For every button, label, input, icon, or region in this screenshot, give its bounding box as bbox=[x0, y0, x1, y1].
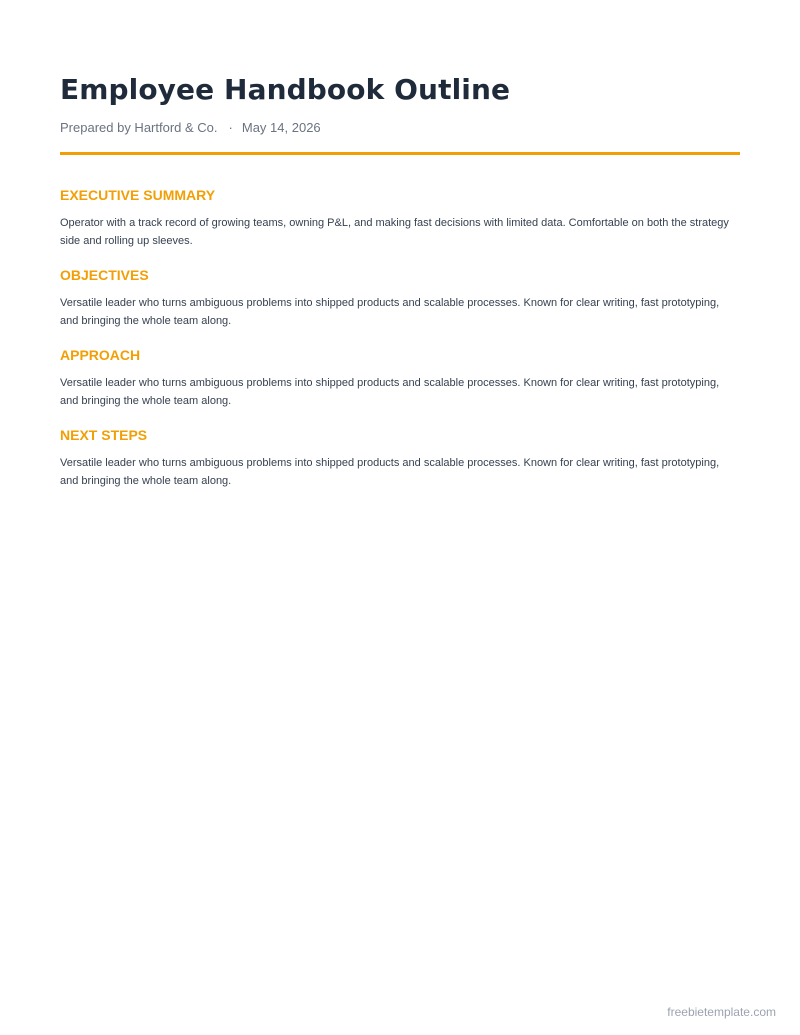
title-divider bbox=[60, 152, 740, 155]
section-objectives bbox=[60, 266, 740, 330]
document-meta bbox=[60, 119, 321, 137]
document-title: Employee Handbook Outline bbox=[60, 73, 511, 106]
section-next-steps bbox=[60, 426, 740, 490]
footer-site-link[interactable]: freebietemplate.com bbox=[667, 1005, 776, 1019]
section-approach bbox=[60, 346, 740, 410]
section-heading: APPROACH bbox=[60, 347, 141, 363]
prepared-by: Prepared by Hartford & Co. bbox=[60, 120, 218, 135]
section-body: Operator with a track record of growing teams, owning P&L, and making fast decisions with limited data. Comfortable on both the strategy side and rolling up sleeves. bbox=[60, 217, 729, 247]
section-executive-summary bbox=[60, 186, 740, 250]
section-body: Versatile leader who turns ambiguous problems into shipped products and scalable processes. Known for clear writing, fast prototyping, and bringing the whole team along. bbox=[60, 297, 720, 327]
section-heading: NEXT STEPS bbox=[60, 427, 148, 443]
section-heading: EXECUTIVE SUMMARY bbox=[60, 187, 216, 203]
section-heading: OBJECTIVES bbox=[60, 267, 149, 283]
meta-separator: · bbox=[228, 120, 233, 135]
document-date: May 14, 2026 bbox=[241, 120, 321, 135]
section-body: Versatile leader who turns ambiguous problems into shipped products and scalable processes. Known for clear writing, fast prototyping, and bringing the whole team along. bbox=[60, 377, 720, 407]
section-body: Versatile leader who turns ambiguous problems into shipped products and scalable processes. Known for clear writing, fast prototyping, and bringing the whole team along. bbox=[60, 457, 720, 487]
